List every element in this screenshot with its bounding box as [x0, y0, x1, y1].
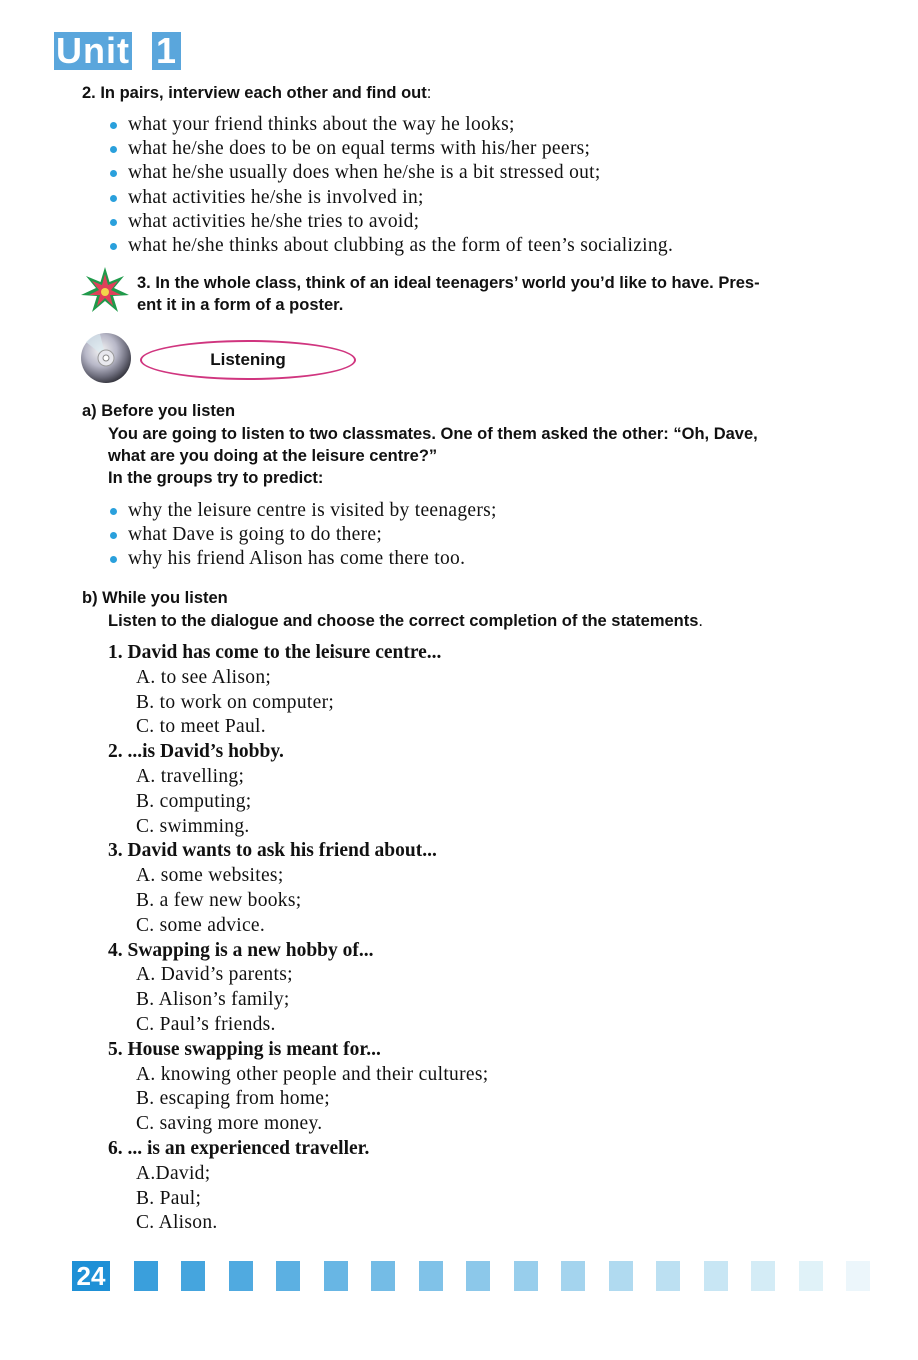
decorative-square: [656, 1261, 680, 1291]
decorative-square: [371, 1261, 395, 1291]
answer-option: C. Paul’s friends.: [136, 1013, 276, 1035]
bullet-icon: [110, 243, 117, 250]
decorative-square: [134, 1261, 158, 1291]
star-icon: [80, 266, 130, 316]
answer-option: A. knowing other people and their cultures;: [136, 1063, 489, 1085]
bullet-icon: [110, 122, 117, 129]
decorative-square: [609, 1261, 633, 1291]
decorative-square: [229, 1261, 253, 1291]
list-item: [108, 113, 673, 137]
decorative-square: [419, 1261, 443, 1291]
before-listen-line: In the groups try to predict:: [108, 469, 324, 487]
page-footer: [72, 1261, 870, 1291]
list-item-text: what he/she usually does when he/she is a bit stressed out;: [128, 162, 601, 184]
unit-header: [54, 32, 181, 70]
question-stem: 1. David has come to the leisure centre...: [108, 642, 442, 663]
answer-option: A. to see Alison;: [136, 666, 272, 688]
list-item: [108, 523, 497, 547]
list-item-text: why the leisure centre is visited by teenagers;: [128, 500, 497, 521]
while-listen-instruction: [108, 610, 703, 632]
before-listen-line: You are going to listen to two classmates. One of them asked the other: “Oh, Dave,: [108, 425, 758, 443]
list-item: [108, 234, 673, 258]
list-item-text: what he/she thinks about clubbing as the form of teen’s socializing.: [128, 235, 674, 257]
unit-title: Unit: [56, 30, 130, 71]
before-listen-line: what are you doing at the leisure centre?”: [108, 447, 438, 465]
question-stem: 3. David wants to ask his friend about...: [108, 840, 437, 862]
decorative-square: [324, 1261, 348, 1291]
list-item-text: what activities he/she tries to avoid;: [128, 210, 420, 232]
exercise-3-instruction: [137, 272, 760, 316]
answer-option: B. Alison’s family;: [136, 989, 290, 1011]
exercise-3-line-1: 3. In the whole class, think of an ideal teenagers’ world you’d like to have. Pres-: [137, 274, 760, 292]
answer-option: A. some websites;: [136, 865, 284, 887]
list-item: [108, 161, 673, 185]
decorative-square: [751, 1261, 775, 1291]
question-stem: 4. Swapping is a new hobby of...: [108, 939, 374, 961]
bullet-icon: [110, 170, 117, 177]
list-item-text: what your friend thinks about the way he looks;: [128, 114, 515, 135]
exercise-3-line-2: ent it in a form of a poster.: [137, 296, 344, 314]
before-listen-heading: a) Before you listen: [82, 402, 236, 420]
answer-option: A.David;: [136, 1162, 211, 1184]
question-item: [108, 839, 488, 938]
list-item: [108, 137, 673, 161]
question-item: [108, 1137, 488, 1236]
question-stem: 6. ... is an experienced traveller.: [108, 1137, 370, 1159]
answer-option: C. some advice.: [136, 914, 266, 936]
decorative-square: [799, 1261, 823, 1291]
while-listen-heading: b) While you listen: [82, 589, 228, 607]
cd-icon: [80, 332, 132, 384]
exercise-2-instruction-colon: :: [426, 84, 432, 102]
question-stem: 2. ...is David’s hobby.: [108, 741, 284, 763]
prediction-list: [108, 499, 497, 572]
answer-option: C. to meet Paul.: [136, 716, 266, 738]
question-item: [108, 740, 488, 839]
before-listen-text: [108, 423, 758, 489]
question-list: [108, 641, 488, 1236]
answer-option: B. a few new books;: [136, 889, 302, 911]
exercise-2-list: [108, 113, 673, 258]
answer-option: B. computing;: [136, 790, 252, 812]
answer-option: B. escaping from home;: [136, 1088, 330, 1110]
list-item: [108, 186, 673, 210]
unit-number: 1: [152, 32, 181, 70]
question-stem: 5. House swapping is meant for...: [108, 1038, 381, 1060]
exercise-2-instruction: [82, 82, 431, 104]
bullet-icon: [110, 146, 117, 153]
bullet-icon: [110, 219, 117, 226]
answer-option: C. swimming.: [136, 815, 250, 837]
page-number: 24: [72, 1261, 110, 1291]
list-item: [108, 499, 497, 523]
decorative-square: [181, 1261, 205, 1291]
question-item: [108, 939, 488, 1038]
decorative-square: [846, 1261, 870, 1291]
bullet-icon: [110, 508, 117, 515]
bullet-icon: [110, 556, 117, 563]
decorative-square: [561, 1261, 585, 1291]
answer-option: A. travelling;: [136, 765, 245, 787]
list-item: [108, 210, 673, 234]
decorative-square: [276, 1261, 300, 1291]
answer-option: A. David’s parents;: [136, 964, 293, 986]
answer-option: B. to work on computer;: [136, 691, 335, 713]
list-item-text: why his friend Alison has come there too.: [128, 548, 466, 570]
question-item: [108, 641, 488, 740]
question-item: [108, 1038, 488, 1137]
while-listen-instruction-period: .: [698, 612, 704, 630]
while-listen-instruction-text: Listen to the dialogue and choose the correct completion of the statements: [108, 612, 699, 630]
decorative-square: [466, 1261, 490, 1291]
bullet-icon: [110, 532, 117, 539]
list-item-text: what he/she does to be on equal terms with his/her peers;: [128, 138, 591, 160]
answer-option: C. saving more money.: [136, 1113, 323, 1135]
listening-title: Listening: [140, 340, 356, 380]
bullet-icon: [110, 195, 117, 202]
answer-option: C. Alison.: [136, 1212, 218, 1234]
exercise-2-instruction-text: 2. In pairs, interview each other and find out: [82, 84, 427, 102]
list-item-text: what Dave is going to do there;: [128, 524, 383, 546]
list-item: [108, 547, 497, 571]
answer-option: B. Paul;: [136, 1187, 202, 1209]
decorative-square: [704, 1261, 728, 1291]
list-item-text: what activities he/she is involved in;: [128, 186, 424, 208]
decorative-square: [514, 1261, 538, 1291]
